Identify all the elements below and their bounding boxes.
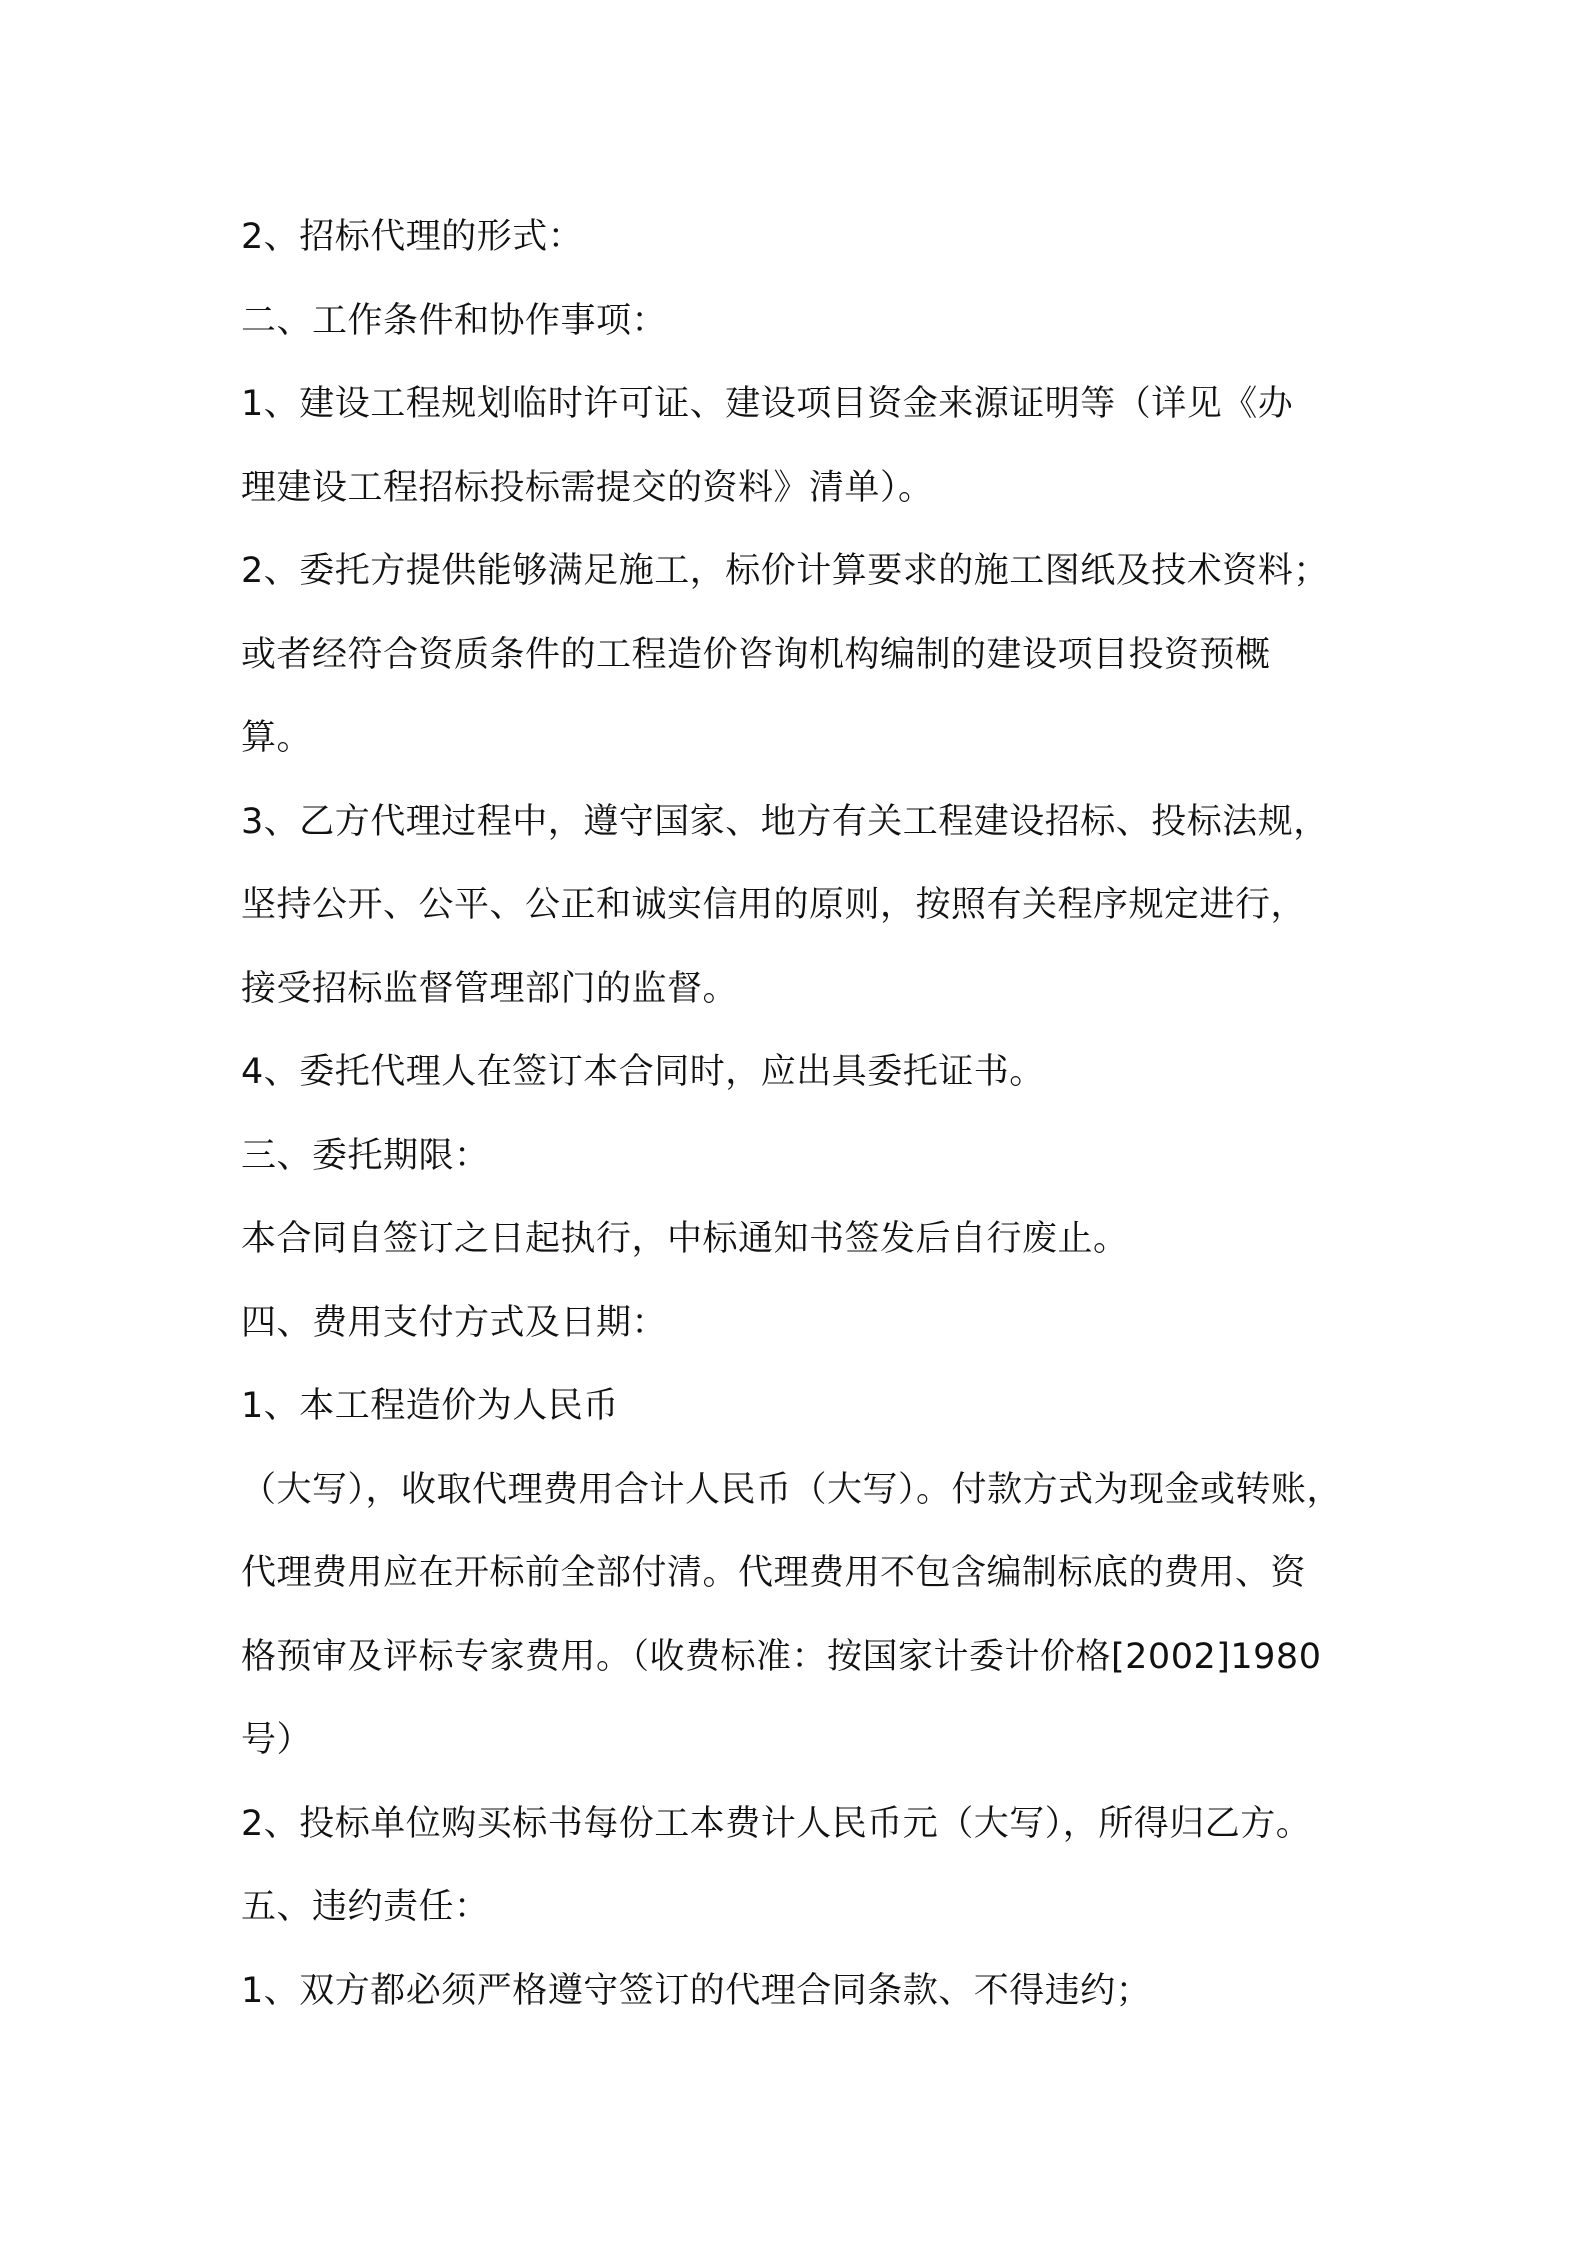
text-line: 2、委托方提供能够满足施工，标价计算要求的施工图纸及技术资料； xyxy=(241,551,1329,591)
text-line: 算。 xyxy=(241,718,313,758)
section-heading: 二、工作条件和协作事项： xyxy=(241,300,668,341)
text-line: 或者经符合资质条件的工程造价咨询机构编制的建设项目投资预概 xyxy=(241,634,1271,675)
text-line: 1、建设工程规划临时许可证、建设项目资金来源证明等（详见《办 xyxy=(241,384,1294,424)
text-line: 本合同自签订之日起执行，中标通知书签发后自行废止。 xyxy=(241,1219,1129,1259)
text-line: 理建设工程招标投标需提交的资料》清单）。 xyxy=(241,467,934,508)
text-line: 2、招标代理的形式： xyxy=(241,217,584,257)
text-line: 1、本工程造价为人民币 xyxy=(241,1386,619,1426)
document-body xyxy=(241,196,1356,2033)
section-heading: 五、违约责任： xyxy=(241,1887,490,1927)
section-heading: 三、委托期限： xyxy=(241,1135,490,1176)
section-heading: 四、费用支付方式及日期： xyxy=(241,1302,668,1343)
text-line: 3、乙方代理过程中，遵守国家、地方有关工程建设招标、投标法规， xyxy=(241,801,1329,842)
text-line: 代理费用应在开标前全部付清。代理费用不包含编制标底的费用、资 xyxy=(241,1553,1307,1593)
text-line: 接受招标监督管理部门的监督。 xyxy=(241,968,739,1009)
text-line: 1、双方都必须严格遵守签订的代理合同条款、不得违约； xyxy=(241,1970,1152,2011)
text-line: 2、投标单位购买标书每份工本费计人民币元（大写），所得归乙方。 xyxy=(241,1803,1312,1844)
text-line: 坚持公开、公平、公正和诚实信用的原则，按照有关程序规定进行， xyxy=(241,885,1307,925)
text-line: （大写），收取代理费用合计人民币（大写）。付款方式为现金或转账， xyxy=(241,1469,1343,1510)
text-line: 号） xyxy=(241,1720,313,1760)
text-line: 4、委托代理人在签订本合同时，应出具委托证书。 xyxy=(241,1052,1045,1092)
text-line: 格预审及评标专家费用。（收费标准：按国家计委计价格[2002]1980 xyxy=(241,1636,1322,1677)
